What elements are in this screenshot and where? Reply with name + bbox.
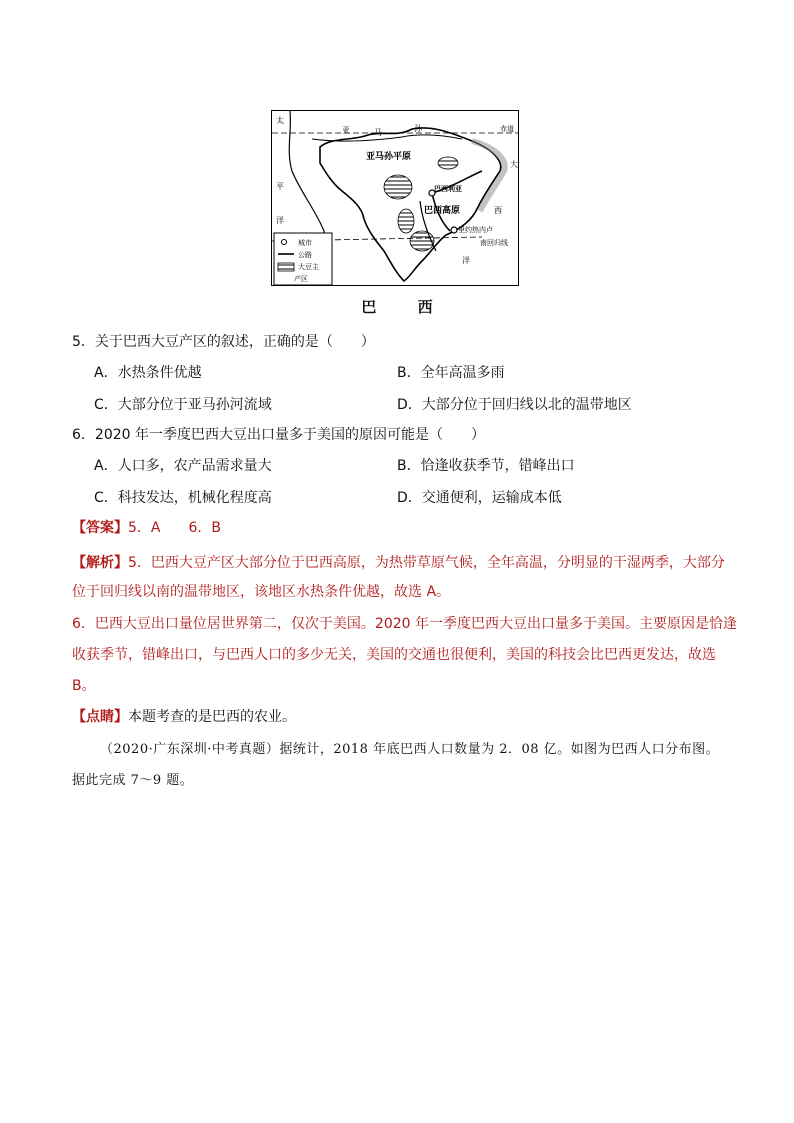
answer-tag: 【答案】 [72,520,128,536]
map-label-atlantic-1: 大 [510,160,518,169]
analysis-line-3: 6．巴西大豆出口量位居世界第二，仅次于美国。2020 年一季度巴西大豆出口量多于美国。主要原因是恰逢 [72,616,737,632]
brazil-map-drawing [272,111,519,286]
soy-area [398,209,414,233]
comment-tag: 【点睛】 [72,709,128,725]
soy-area [410,231,434,251]
q6-option-b: B．恰逢收获季节，错峰出口 [397,458,575,474]
map-label-amazon-3: 孙 [414,124,422,133]
legend-road: 公路 [298,251,312,259]
analysis-text-1: 5．巴西大豆产区大部分位于巴西高原，为热带草原气候，全年高温，分明显的干湿两季，大部分 [128,555,725,571]
comment-text: 本题考查的是巴西的农业。 [128,709,296,725]
intro-line-1: （2020·广东深圳·中考真题）据统计，2018 年底巴西人口数量为 2．08 亿。如图为巴西人口分布图。 [100,742,720,757]
map-label-tropic: 南回归线 [480,239,508,247]
q6-option-c: C．科技发达，机械化程度高 [94,490,272,506]
map-label-brasilia: 巴西利亚 [434,185,462,193]
map-label-atlantic-2: 西 [494,206,502,215]
q5-option-d: D．大部分位于回归线以北的温带地区 [397,397,632,413]
answer-text: 5．A 6．B [128,520,221,536]
q5-option-c: C．大部分位于亚马孙河流域 [94,397,272,413]
soy-area [438,157,458,169]
map-label-equator: 赤道 [500,125,514,133]
rio-city [451,227,457,233]
map-label-pacific-1: 平 [276,182,284,191]
q5-option-a: A．水热条件优越 [94,365,202,381]
legend-soy: 大豆主 [298,263,319,271]
q6-option-a: A．人口多，农产品需求量大 [94,458,272,474]
map-label-atlantic-3: 洋 [462,256,470,265]
analysis-tag: 【解析】 [72,555,128,571]
map-label-rio: 里约热内卢 [458,226,493,234]
q5-option-b: B．全年高温多雨 [397,365,505,381]
comment-block [72,707,296,727]
analysis-line-1 [72,553,725,573]
map-label-top-left: 太 [276,116,284,125]
map-label-brazil-plateau: 巴西高原 [424,206,461,216]
map-label-amazon-2: 马 [374,128,382,137]
map-label-amazon-1: 亚 [342,126,350,135]
legend-city: 城市 [298,239,312,247]
map-caption: 巴 西 [361,298,451,316]
q6-stem: 6．2020 年一季度巴西大豆出口量多于美国的原因可能是（ ） [72,427,485,443]
brazil-map [271,110,519,286]
q6-option-d: D．交通便利，运输成本低 [397,490,562,506]
q5-stem: 5．关于巴西大豆产区的叙述，正确的是（ ） [72,334,375,350]
brazil-border [320,128,501,281]
map-label-amazon-plain: 亚马孙平原 [366,152,412,162]
analysis-line-2: 位于回归线以南的温带地区，该地区水热条件优越，故选 A。 [72,584,451,600]
intro-line-2: 据此完成 7～9 题。 [72,773,194,788]
legend-area: 产区 [294,275,308,283]
answer-block [72,518,221,538]
map-label-pacific-2: 洋 [276,216,284,225]
analysis-line-4: 收获季节，错峰出口，与巴西人口的多少无关，美国的交通也很便利，美国的科技会比巴西更发达，故选 [72,647,716,663]
soy-area [384,175,412,199]
analysis-line-5: B。 [72,678,96,694]
